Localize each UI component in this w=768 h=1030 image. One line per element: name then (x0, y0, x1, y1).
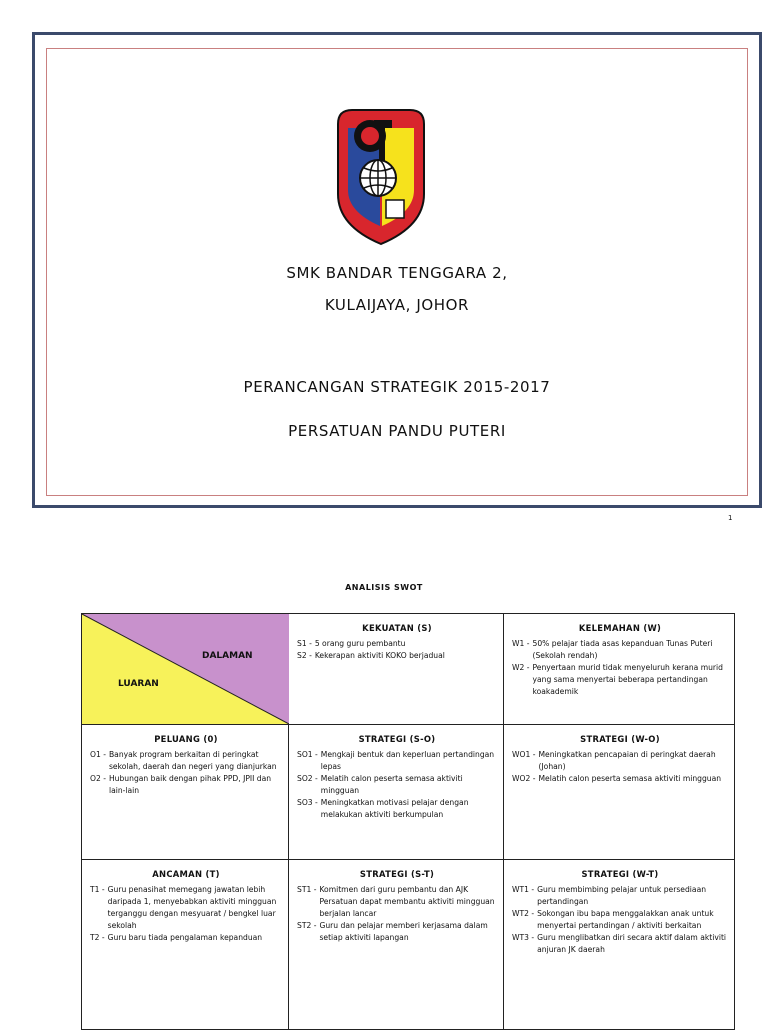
corner-diagonal (82, 614, 289, 724)
list-item (512, 908, 728, 932)
document-title: PERANCANGAN STRATEGIK 2015-2017 (243, 378, 551, 396)
item-code: WT1 - (512, 885, 535, 894)
item-text: Komitmen dari guru pembantu dan AJK Persatuan dapat membantu aktiviti mingguan berjalan lancar (319, 885, 495, 918)
item-code: T2 - (90, 933, 105, 942)
item-code: W2 - (512, 663, 530, 672)
item-text: Guru menglibatkan diri secara aktif dalam aktiviti anjuran JK daerah (537, 933, 727, 954)
so-strategy-heading: STRATEGI (S-O) (358, 734, 436, 744)
item-text: Penyertaan murid tidak menyeluruh kerana murid yang sama menyertai beberapa pertandingan koakademik (532, 663, 723, 696)
item-text: Melatih calon peserta semasa aktiviti mingguan (538, 774, 722, 783)
list-item (297, 650, 497, 662)
list-item (512, 662, 728, 698)
item-text: Guru membimbing pelajar untuk persediaan pertandingan (537, 885, 707, 906)
item-code: SO1 - (297, 750, 318, 759)
item-text: 5 orang guru pembantu (314, 639, 406, 648)
list-item (90, 884, 282, 932)
wo-strategy-cell (504, 725, 735, 860)
school-name-line1: SMK BANDAR TENGGARA 2, (286, 264, 508, 282)
threats-heading: ANCAMAN (T) (152, 869, 220, 879)
item-code: O1 - (90, 750, 106, 759)
item-code: WT2 - (512, 909, 535, 918)
list-item (512, 773, 728, 785)
list-item (297, 884, 497, 920)
wt-strategy-cell (504, 860, 735, 1030)
school-crest-logo (330, 106, 432, 246)
luaran-label: LUARAN (118, 679, 159, 689)
list-item (297, 773, 497, 797)
opportunities-heading: PELUANG (0) (154, 734, 218, 744)
weaknesses-cell (504, 614, 735, 725)
list-item (90, 773, 282, 797)
list-item (90, 749, 282, 773)
opportunities-cell (82, 725, 289, 860)
list-item (512, 638, 728, 662)
list-item (297, 638, 497, 650)
item-text: Banyak program berkaitan di peringkat sekolah, daerah dan negeri yang dianjurkan (108, 750, 277, 771)
item-text: 50% pelajar tiada asas kepanduan Tunas Puteri (Sekolah rendah) (532, 639, 713, 660)
item-code: O2 - (90, 774, 106, 783)
list-item (297, 749, 497, 773)
page-number: 1 (728, 514, 733, 522)
wt-strategy-heading: STRATEGI (W-T) (581, 869, 659, 879)
school-name-line2: KULAIJAYA, JOHOR (324, 296, 470, 314)
item-code: ST1 - (297, 885, 317, 894)
so-strategy-cell (289, 725, 504, 860)
swot-table (81, 613, 735, 1030)
item-code: ST2 - (297, 921, 317, 930)
item-text: Guru baru tiada pengalaman kepanduan (107, 933, 263, 942)
list-item (297, 797, 497, 821)
item-code: WO2 - (512, 774, 536, 783)
strengths-heading: KEKUATAN (S) (362, 623, 432, 633)
swot-corner-cell (82, 614, 289, 725)
item-text: Hubungan baik dengan pihak PPD, JPII dan lain-lain (108, 774, 272, 795)
item-code: S1 - (297, 639, 312, 648)
item-text: Sokongan ibu bapa menggalakkan anak untuk menyertai pertandingan / aktiviti berkaitan (537, 909, 714, 930)
item-text: Melatih calon peserta semasa aktiviti mingguan (320, 774, 463, 795)
item-code: SO3 - (297, 798, 318, 807)
swot-title: ANALISIS SWOT (345, 583, 423, 592)
threats-cell (82, 860, 289, 1030)
item-text: Guru dan pelajar memberi kerjasama dalam setiap aktiviti lapangan (319, 921, 488, 942)
wo-strategy-heading: STRATEGI (W-O) (580, 734, 660, 744)
item-code: T1 - (90, 885, 105, 894)
item-text: Guru penasihat memegang jawatan lebih daripada 1, menyebabkan aktiviti mingguan terganggu dengan mesyuarat / bengkel luar sekolah (107, 885, 277, 930)
strengths-cell (289, 614, 504, 725)
item-text: Meningkatkan motivasi pelajar dengan melakukan aktiviti berkumpulan (320, 798, 469, 819)
item-text: Kekerapan aktiviti KOKO berjadual (314, 651, 445, 660)
item-code: W1 - (512, 639, 530, 648)
dalaman-label: DALAMAN (202, 651, 253, 661)
item-text: Meningkatkan pencapaian di peringkat daerah (Johan) (538, 750, 716, 771)
st-strategy-cell (289, 860, 504, 1030)
st-strategy-heading: STRATEGI (S-T) (359, 869, 435, 879)
organization-name: PERSATUAN PANDU PUTERI (288, 422, 506, 440)
list-item (90, 932, 282, 944)
list-item (297, 920, 497, 944)
item-code: S2 - (297, 651, 312, 660)
list-item (512, 749, 728, 773)
item-code: SO2 - (297, 774, 318, 783)
weaknesses-heading: KELEMAHAN (W) (578, 623, 662, 633)
item-code: WT3 - (512, 933, 535, 942)
list-item (512, 932, 728, 956)
list-item (512, 884, 728, 908)
item-code: WO1 - (512, 750, 536, 759)
item-text: Mengkaji bentuk dan keperluan pertandingan lepas (320, 750, 495, 771)
